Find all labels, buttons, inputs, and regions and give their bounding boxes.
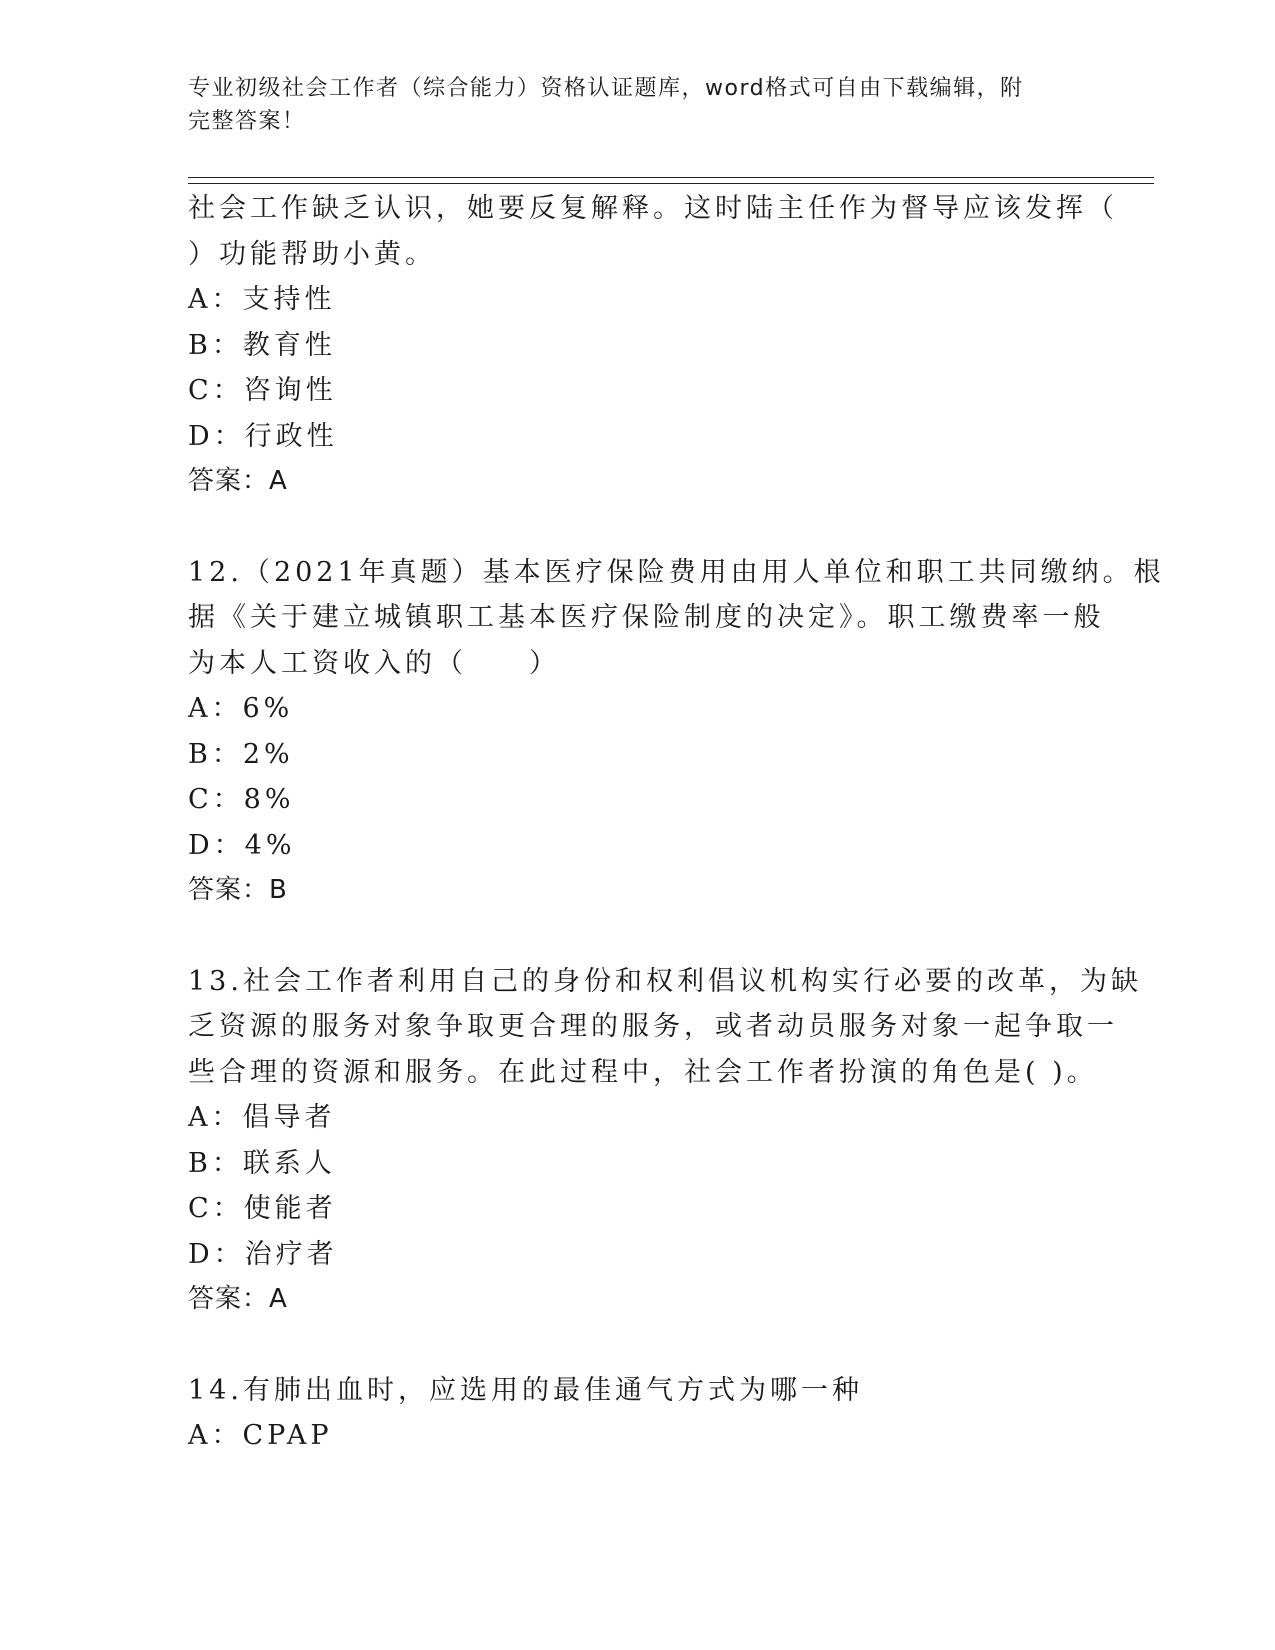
- question-stem-line: 社会工作缺乏认识，她要反复解释。这时陆主任作为督导应该发挥（: [188, 193, 1118, 224]
- answer-line: 答案：A: [188, 1284, 288, 1314]
- option-b: B：教育性: [188, 329, 336, 361]
- question-stem-line: 14.有肺出血时，应选用的最佳通气方式为哪一种: [188, 1374, 863, 1406]
- question-stem-line: 据《关于建立城镇职工基本医疗保险制度的决定》。职工缴费率一般: [188, 602, 1105, 633]
- option-a: A：6%: [188, 693, 294, 724]
- header-divider-bottom: [188, 183, 1154, 184]
- option-a: A：CPAP: [188, 1420, 333, 1451]
- option-c: C：8%: [188, 784, 295, 815]
- option-b: B：2%: [188, 738, 294, 770]
- question-spacer: [188, 1323, 1118, 1368]
- question-spacer: [188, 914, 1118, 959]
- document-header: [188, 72, 1088, 138]
- header-line-2: 完整答案！: [188, 109, 306, 134]
- question-12: [188, 550, 1165, 914]
- question-stem-line: 乏资源的服务对象争取更合理的服务，或者动员服务对象一起争取一: [188, 1011, 1118, 1042]
- question-stem-line: 些合理的资源和服务。在此过程中，社会工作者扮演的角色是( )。: [188, 1056, 1098, 1088]
- question-stem-line: 12.（2021年真题）基本医疗保险费用由用人单位和职工共同缴纳。根: [188, 556, 1165, 588]
- header-divider-top: [188, 177, 1154, 178]
- option-d: D：行政性: [188, 420, 338, 452]
- option-c: C：咨询性: [188, 375, 337, 406]
- answer-line: 答案：A: [188, 466, 288, 496]
- option-a: A：倡导者: [188, 1102, 336, 1133]
- option-b: B：联系人: [188, 1147, 336, 1179]
- option-a: A：支持性: [188, 284, 336, 315]
- header-line-1: 专业初级社会工作者（综合能力）资格认证题库，word格式可自由下载编辑，附: [188, 76, 1024, 101]
- question-13: [188, 959, 1142, 1323]
- question-11: [188, 186, 1118, 505]
- question-stem-line: 13.社会工作者利用自己的身份和权利倡议机构实行必要的改革，为缺: [188, 965, 1142, 997]
- question-stem-line: 为本人工资收入的（ ）: [188, 647, 560, 679]
- option-c: C：使能者: [188, 1193, 337, 1224]
- answer-line: 答案：B: [188, 875, 288, 905]
- option-d: D：治疗者: [188, 1238, 338, 1270]
- question-spacer: [188, 505, 1118, 550]
- question-stem-line: ）功能帮助小黄。: [188, 238, 436, 270]
- option-d: D：4%: [188, 829, 296, 861]
- question-14: [188, 1368, 1118, 1459]
- question-list: [188, 186, 1165, 1459]
